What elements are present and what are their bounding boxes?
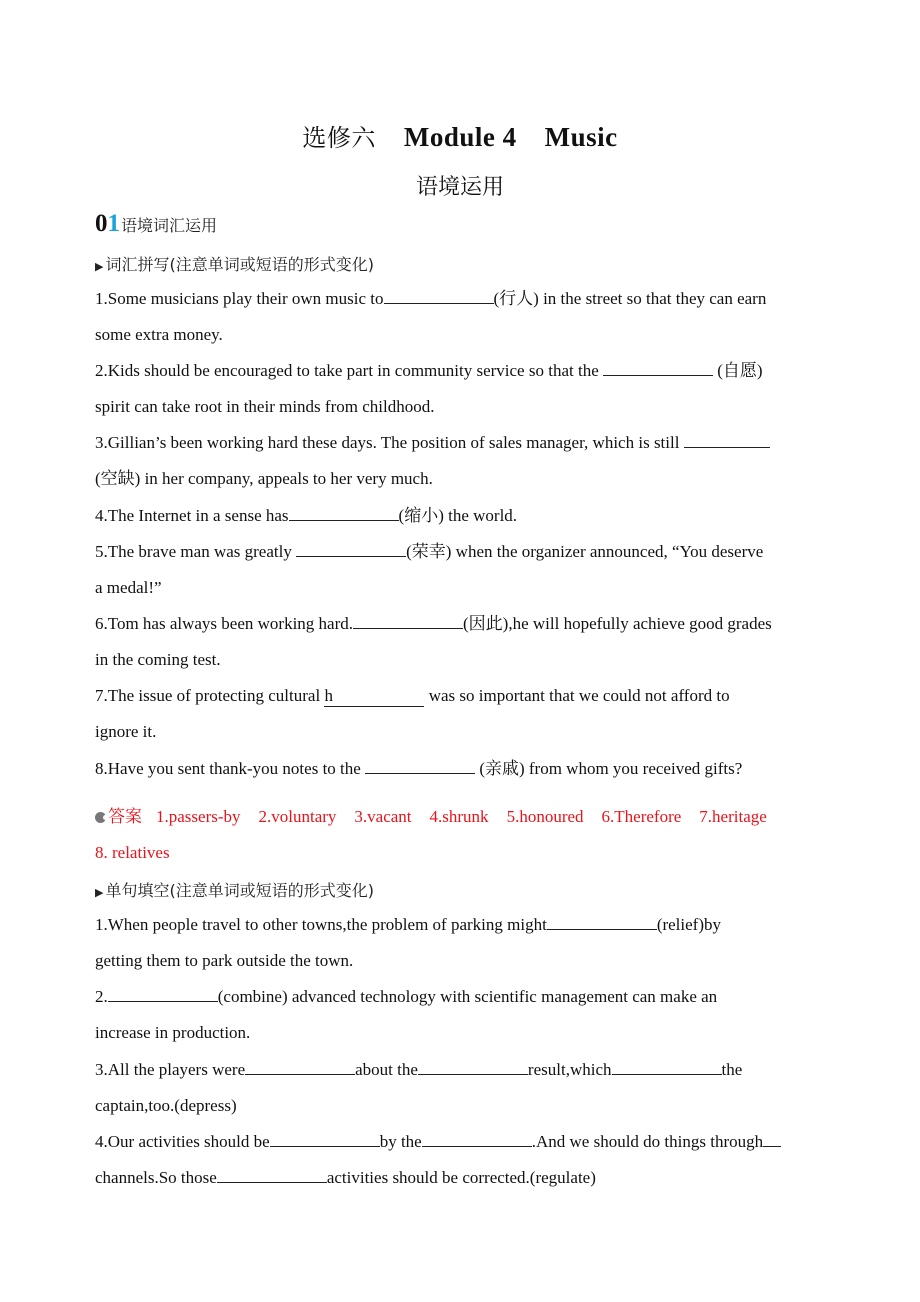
question-text: channels.So those bbox=[95, 1168, 217, 1187]
answer-marker-icon bbox=[95, 812, 106, 823]
answer-blank[interactable] bbox=[289, 506, 399, 521]
answer-item: 4.shrunk bbox=[429, 807, 489, 826]
question-text: (relief)by bbox=[656, 915, 721, 934]
question-line bbox=[95, 1132, 781, 1152]
title-course: 选修六 bbox=[302, 124, 376, 152]
title-topic: Music bbox=[544, 122, 618, 152]
answer-item: 8. relatives bbox=[95, 843, 170, 862]
answer-blank[interactable] bbox=[108, 987, 218, 1002]
question-line: captain,too.(depress) bbox=[95, 1096, 237, 1115]
question-text: by the bbox=[379, 1132, 422, 1151]
question-line: (空缺) in her company, appeals to her very much. bbox=[95, 469, 433, 488]
question-text: the bbox=[721, 1060, 743, 1079]
part2-heading-text: 单句填空(注意单词或短语的形式变化) bbox=[105, 881, 374, 900]
section-label: 语境词汇运用 bbox=[121, 216, 218, 235]
section-number-second: 1 bbox=[107, 210, 120, 237]
question-line: spirit can take root in their minds from childhood. bbox=[95, 397, 435, 416]
question-line bbox=[95, 506, 517, 526]
part1-heading-text: 词汇拼写(注意单词或短语的形式变化) bbox=[105, 255, 374, 274]
question-line bbox=[95, 1060, 742, 1080]
question-text: 7.The issue of protecting cultural bbox=[95, 686, 325, 705]
answer-item: 5.honoured bbox=[506, 807, 584, 826]
answer-item: 2.voluntary bbox=[258, 807, 337, 826]
question-text: 3.Gillian’s been working hard these days. The position of sales manager, which is still bbox=[95, 433, 684, 452]
answer-blank[interactable] bbox=[296, 542, 406, 557]
question-text: 8.Have you sent thank-you notes to the bbox=[95, 759, 366, 778]
question-line: ignore it. bbox=[95, 722, 157, 741]
answer-blank[interactable] bbox=[245, 1060, 355, 1075]
question-line bbox=[95, 614, 772, 634]
question-text: 1.When people travel to other towns,the problem of parking might bbox=[95, 915, 547, 934]
question-text: (缩小) the world. bbox=[398, 506, 518, 525]
part2-heading bbox=[95, 878, 374, 901]
question-line: in the coming test. bbox=[95, 650, 221, 669]
question-text: 1.Some musicians play their own music to bbox=[95, 289, 384, 308]
answer-blank[interactable] bbox=[384, 289, 494, 304]
title-module: Module 4 bbox=[403, 122, 517, 152]
question-line: some extra money. bbox=[95, 325, 223, 344]
question-line bbox=[95, 987, 717, 1007]
question-text: (亲戚) from whom you received gifts? bbox=[475, 759, 743, 778]
question-text: about the bbox=[355, 1060, 418, 1079]
question-text: (行人) in the street so that they can earn bbox=[493, 289, 767, 308]
question-line bbox=[95, 361, 763, 381]
question-line bbox=[95, 1168, 596, 1188]
question-text: 5.The brave man was greatly bbox=[95, 542, 297, 561]
question-line: a medal!” bbox=[95, 578, 162, 597]
answer-blank[interactable] bbox=[603, 361, 713, 376]
answer-blank[interactable] bbox=[684, 433, 770, 448]
question-text: activities should be corrected.(regulate) bbox=[326, 1168, 596, 1187]
question-text: result,which bbox=[527, 1060, 612, 1079]
part1-heading bbox=[95, 252, 374, 275]
answer-item: 3.vacant bbox=[354, 807, 412, 826]
question-line bbox=[95, 433, 770, 453]
answer-blank[interactable] bbox=[612, 1060, 722, 1075]
answer-label: 答案 bbox=[108, 807, 142, 827]
answer-blank[interactable] bbox=[217, 1168, 327, 1183]
triangle-bullet-icon: ▶ bbox=[95, 260, 104, 273]
answer-hint-letter: h bbox=[324, 686, 333, 705]
question-text: 6.Tom has always been working hard. bbox=[95, 614, 353, 633]
question-text: 3.All the players were bbox=[95, 1060, 246, 1079]
question-text: 4.The Internet in a sense has bbox=[95, 506, 289, 525]
page-title bbox=[0, 118, 920, 153]
section-heading bbox=[95, 210, 217, 238]
question-line bbox=[95, 915, 721, 935]
question-text: (因此),he will hopefully achieve good grades bbox=[463, 614, 772, 633]
answer-blank[interactable] bbox=[365, 759, 475, 774]
question-text: was so important that we could not afford to bbox=[424, 686, 730, 705]
answer-item: 1.passers-by bbox=[156, 807, 241, 826]
answer-blank[interactable] bbox=[547, 915, 657, 930]
question-text: (自愿) bbox=[712, 361, 763, 380]
answer-blank[interactable] bbox=[324, 686, 424, 707]
question-line bbox=[95, 759, 742, 779]
answer-item: 6.Therefore bbox=[601, 807, 682, 826]
question-line bbox=[95, 289, 766, 309]
question-text: 4.Our activities should be bbox=[95, 1132, 270, 1151]
question-text: 2. bbox=[95, 987, 108, 1006]
question-line bbox=[95, 686, 730, 707]
question-line: increase in production. bbox=[95, 1023, 251, 1042]
answer-blank[interactable] bbox=[353, 614, 463, 629]
question-line: getting them to park outside the town. bbox=[95, 951, 354, 970]
answer-blank[interactable] bbox=[270, 1132, 380, 1147]
question-text: (荣幸) when the organizer announced, “You deserve bbox=[406, 542, 764, 561]
answer-blank[interactable] bbox=[763, 1132, 781, 1147]
answer-blank[interactable] bbox=[422, 1132, 532, 1147]
answer-key bbox=[95, 802, 767, 827]
answer-item: 7.heritage bbox=[699, 807, 767, 826]
section-number-first: 0 bbox=[95, 210, 108, 237]
question-line bbox=[95, 542, 763, 562]
answer-blank[interactable] bbox=[418, 1060, 528, 1075]
question-text: (combine) advanced technology with scientific management can make an bbox=[217, 987, 718, 1006]
question-text: .And we should do things through bbox=[531, 1132, 764, 1151]
question-text: 2.Kids should be encouraged to take part in community service so that the bbox=[95, 361, 603, 380]
page-subtitle: 语境运用 bbox=[415, 175, 504, 200]
triangle-bullet-icon: ▶ bbox=[95, 886, 104, 899]
